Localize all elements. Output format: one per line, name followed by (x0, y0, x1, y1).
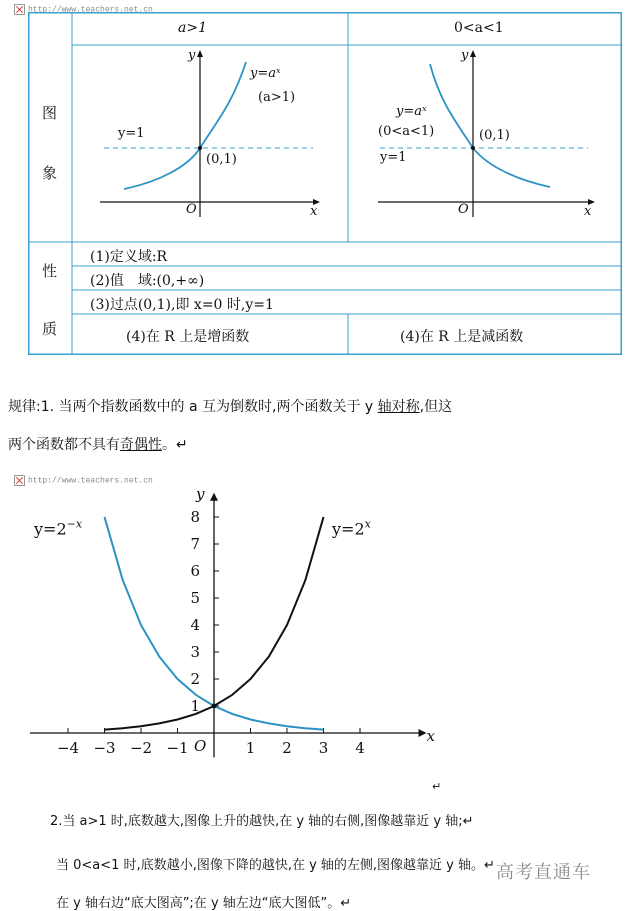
origin-label: O (194, 737, 207, 755)
y-tick-label: 5 (190, 589, 200, 607)
y-tick-label: 7 (190, 535, 200, 553)
x-tick-label: −1 (166, 739, 189, 757)
left-line-label: y=1 (118, 126, 145, 141)
x-tick-label: 2 (282, 739, 292, 757)
y-tick-label: 2 (190, 670, 200, 688)
x-tick-label: −3 (93, 739, 116, 757)
prop-domain: (1)定义域:R (90, 249, 168, 265)
right-cond-label: (0<a<1) (378, 124, 435, 139)
right-x-axis-label: x (584, 204, 592, 219)
symmetry-term: 轴对称 (377, 399, 420, 415)
prop-decreasing: (4)在 R 上是减函数 (400, 329, 524, 345)
watermark-2: http://www.teachers.net.cn (14, 475, 153, 486)
decreasing-curve (430, 64, 550, 187)
left-cond-label: (a>1) (258, 90, 296, 105)
left-point-label: (0,1) (206, 152, 237, 167)
odd-even-term: 奇偶性 (120, 437, 162, 453)
left-func-label: y=aˣ (250, 66, 281, 81)
row-label-graph-1: 图 (42, 104, 58, 122)
right-point-label: (0,1) (479, 128, 510, 143)
rule-2-line-2: 当 0<a<1 时,底数越小,图像下降的越快,在 y 轴的左侧,图像越靠近 y 轴。↵ (56, 858, 495, 873)
rule-1-line-1: 规律:1. 当两个指数函数中的 a 互为倒数时,两个函数关于 y 轴对称,但这 (8, 399, 453, 415)
y-tick-label: 1 (190, 697, 200, 715)
series-label-0: $y=2^{-x}$ (34, 517, 83, 539)
prop-range: (2)值 域:(0,+∞) (90, 273, 205, 289)
right-line-label: y=1 (380, 150, 407, 165)
y-tick-label: 4 (190, 616, 200, 634)
y-tick-label: 6 (190, 562, 200, 580)
y-axis-arrow (210, 493, 218, 501)
x-tick-label: 3 (318, 739, 329, 757)
rule-2-line-3: 在 y 轴右边“底大图高”;在 y 轴左边“底大图低”。↵ (56, 896, 352, 911)
y-axis-label: y (196, 484, 205, 503)
x-tick-label: −2 (129, 739, 153, 757)
right-func-label: y=aˣ (396, 104, 427, 119)
x-tick-label: 1 (245, 739, 256, 757)
brand-watermark: 高考直通车 (496, 862, 591, 883)
left-y-axis-label: y (188, 48, 196, 63)
exponential-chart (0, 480, 632, 780)
left-origin-label: O (186, 202, 197, 217)
prop-increasing: (4)在 R 上是增函数 (126, 329, 250, 345)
right-y-axis-label: y (461, 48, 469, 63)
exponential-properties-table (28, 12, 622, 355)
y-tick-label: 3 (190, 643, 200, 661)
broken-image-icon (14, 4, 25, 15)
header-a-between: 0<a<1 (454, 20, 504, 36)
watermark: http://www.teachers.net.cn (14, 4, 153, 15)
left-x-axis-label: x (310, 204, 318, 219)
x-axis-label: x (426, 727, 435, 745)
row-label-prop-1: 性 (42, 262, 58, 280)
series-label-1: $y=2^x$ (332, 517, 371, 539)
right-origin-label: O (458, 202, 469, 217)
y-tick-label: 8 (190, 508, 200, 526)
stray-return-mark: ↵ (432, 780, 442, 793)
row-label-graph-2: 象 (42, 164, 58, 182)
rule-1-line-2: 两个函数都不具有奇偶性。↵ (8, 437, 188, 453)
rule-2-line-1: 2.当 a>1 时,底数越大,图像上升的越快,在 y 轴的右侧,图像越靠近 y 轴;↵ (50, 814, 474, 829)
row-label-prop-2: 质 (42, 320, 58, 338)
x-tick-label: −4 (56, 739, 80, 757)
prop-point: (3)过点(0,1),即 x=0 时,y=1 (90, 297, 274, 313)
x-axis-arrow (419, 729, 427, 737)
intersection-point (212, 704, 217, 709)
x-tick-label: 4 (355, 739, 365, 757)
header-a-gt-1: a>1 (178, 20, 207, 36)
